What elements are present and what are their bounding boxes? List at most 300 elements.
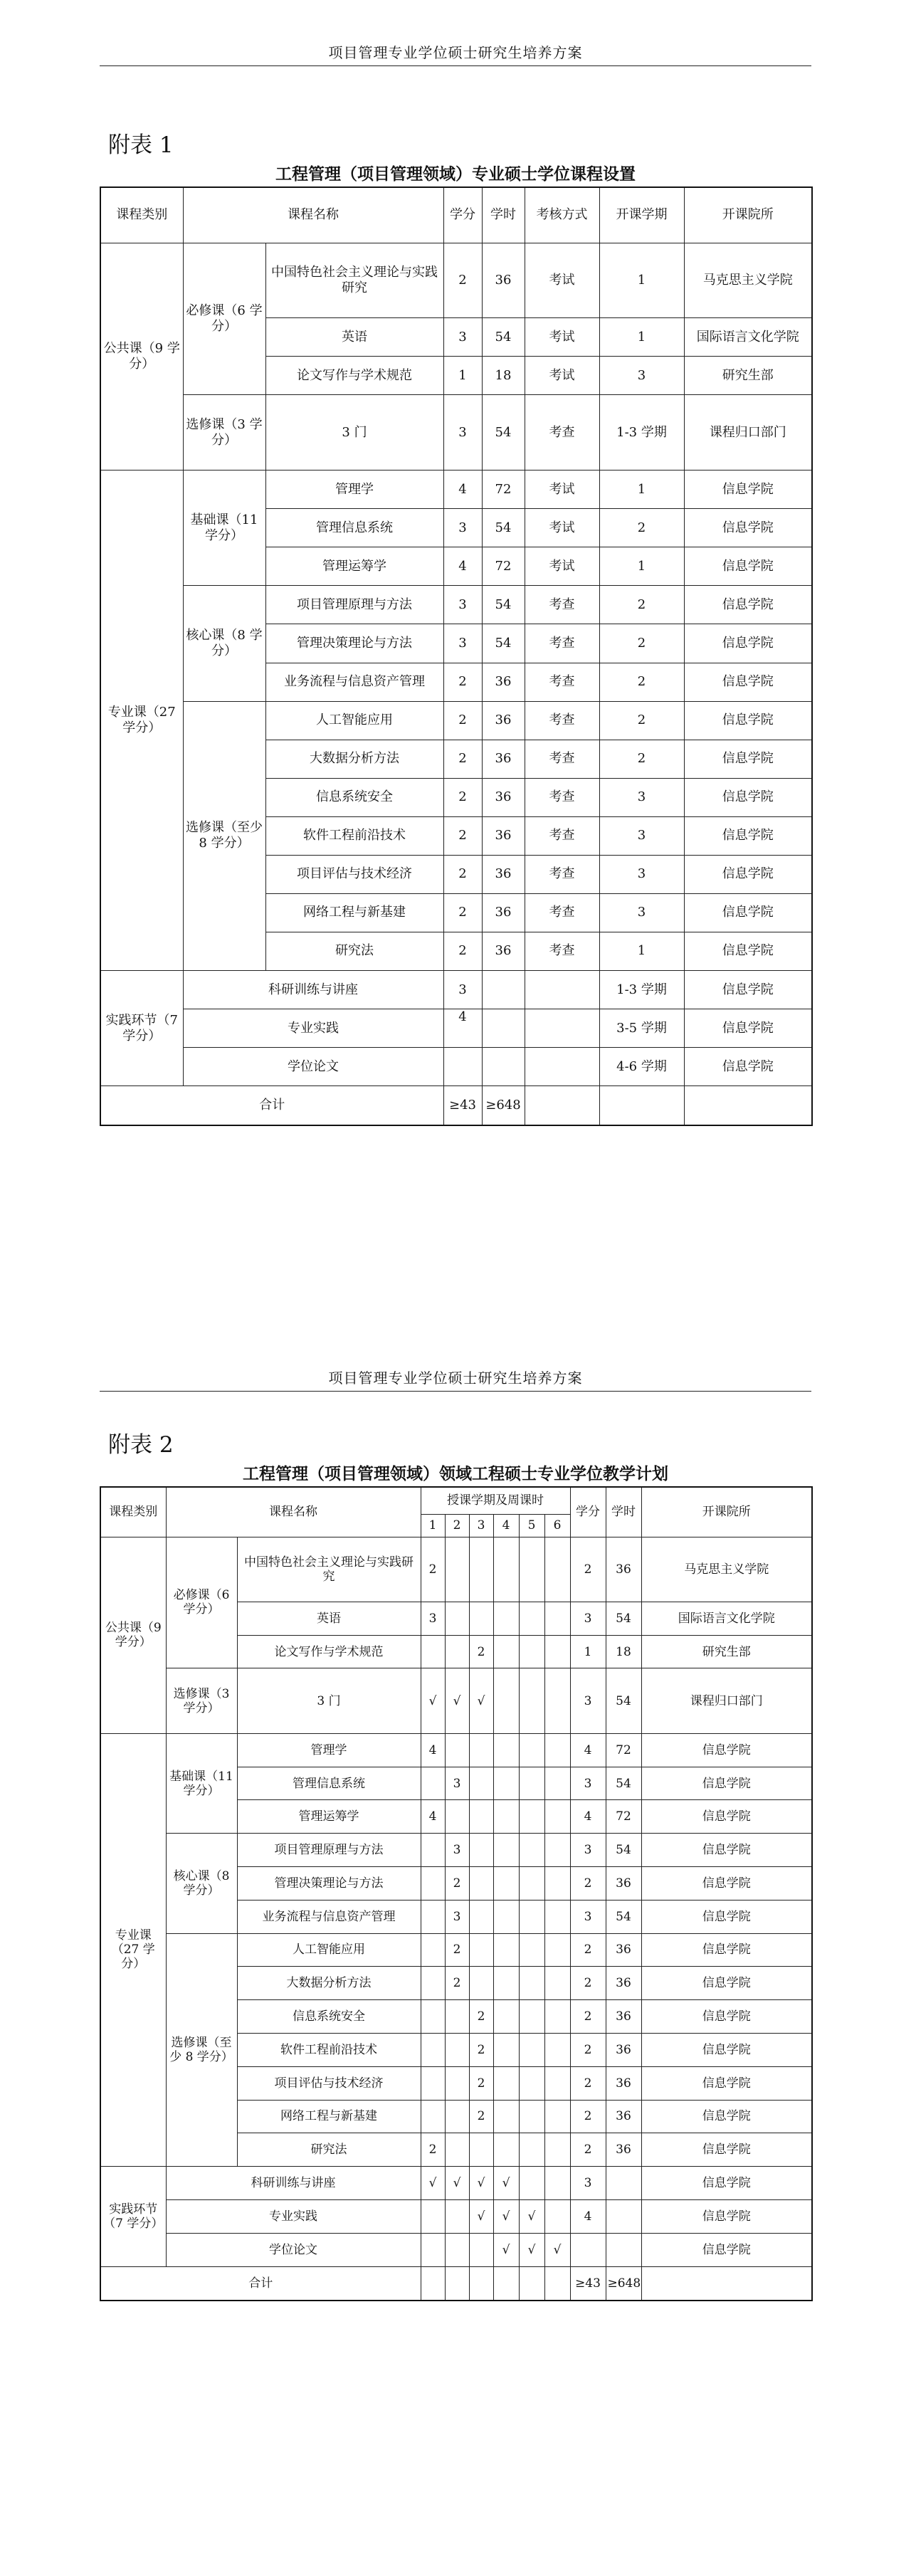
course-dept: 国际语言文化学院 — [641, 1602, 812, 1635]
course-dept: 课程归口部门 — [641, 1668, 812, 1733]
term-cell — [544, 2033, 570, 2066]
course-term: 2 — [599, 624, 684, 663]
course-credits: 2 — [570, 1867, 606, 1901]
total-credits: ≥43 — [443, 1086, 482, 1125]
term-cell — [519, 1602, 544, 1635]
term-cell — [519, 1900, 544, 1933]
term-cell: √ — [421, 1668, 445, 1733]
group-practice: 实践环节（7 学分） — [100, 2167, 166, 2266]
total-row — [100, 1086, 812, 1125]
course-exam: 考查 — [525, 701, 599, 740]
course-hours: 54 — [606, 1668, 641, 1733]
table2-label: 附表 2 — [108, 1432, 174, 1458]
course-dept: 信息学院 — [641, 2066, 812, 2100]
term-cell — [519, 1867, 544, 1901]
table-row — [100, 1733, 812, 1767]
course-dept: 信息学院 — [684, 893, 812, 932]
term-cell — [493, 1733, 519, 1767]
course-hours: 72 — [482, 547, 525, 586]
course-hours: 36 — [606, 1867, 641, 1901]
course-credits: 3 — [570, 1767, 606, 1800]
course-term: 2 — [599, 509, 684, 547]
course-dept: 信息学院 — [641, 1900, 812, 1933]
course-dept: 信息学院 — [641, 1733, 812, 1767]
term-cell — [544, 2199, 570, 2233]
term-cell: 2 — [469, 2100, 493, 2133]
course-dept: 信息学院 — [641, 2167, 812, 2200]
term-cell — [544, 1900, 570, 1933]
course-hours: 36 — [606, 1537, 641, 1602]
term-cell — [519, 2100, 544, 2133]
term-cell — [445, 1537, 469, 1602]
course-exam: 考试 — [525, 470, 599, 509]
course-exam: 考试 — [525, 243, 599, 318]
group-major: 专业课（27 学分） — [100, 470, 183, 971]
course-hours — [606, 2199, 641, 2233]
group-elective: 选修课（3 学分） — [166, 1668, 237, 1733]
course-name: 中国特色社会主义理论与实践研究 — [237, 1537, 421, 1602]
course-hours: 54 — [482, 624, 525, 663]
group-required: 必修课（6 学分） — [166, 1537, 237, 1668]
course-dept: 信息学院 — [641, 2000, 812, 2034]
empty-cell — [445, 2266, 469, 2301]
group-major-elective: 选修课（至少 8 学分） — [183, 701, 265, 970]
term-cell: √ — [469, 2199, 493, 2233]
course-name: 中国特色社会主义理论与实践研究 — [265, 243, 443, 318]
course-term: 1 — [599, 318, 684, 357]
course-dept: 信息学院 — [684, 855, 812, 893]
course-name: 3 门 — [237, 1668, 421, 1733]
course-credits: 4 — [443, 1009, 482, 1048]
header-term-2: 2 — [445, 1514, 469, 1537]
course-hours — [482, 1048, 525, 1086]
term-cell — [519, 2066, 544, 2100]
group-major-elective: 选修课（至少 8 学分） — [166, 1933, 237, 2167]
course-exam: 考查 — [525, 740, 599, 778]
term-cell: √ — [469, 2167, 493, 2200]
term-cell — [445, 2000, 469, 2034]
table-row — [100, 1834, 812, 1867]
course-term: 3 — [599, 778, 684, 816]
course-term: 1 — [599, 547, 684, 586]
header-rule — [100, 1391, 811, 1392]
group-basic: 基础课（11 学分） — [166, 1733, 237, 1833]
empty-cell — [525, 1086, 599, 1125]
course-dept: 信息学院 — [641, 2100, 812, 2133]
term-cell — [519, 2167, 544, 2200]
header-term-4: 4 — [493, 1514, 519, 1537]
course-term: 3 — [599, 893, 684, 932]
term-cell — [493, 2033, 519, 2066]
course-credits: 3 — [443, 509, 482, 547]
table-row — [100, 395, 812, 470]
term-cell: 3 — [445, 1834, 469, 1867]
course-hours: 18 — [482, 357, 525, 395]
course-credits: 2 — [570, 2000, 606, 2034]
term-cell — [519, 1834, 544, 1867]
term-cell — [544, 1668, 570, 1733]
course-name: 人工智能应用 — [265, 701, 443, 740]
course-name: 信息系统安全 — [237, 2000, 421, 2034]
table-row — [100, 470, 812, 509]
course-name: 论文写作与学术规范 — [237, 1635, 421, 1668]
course-dept: 信息学院 — [641, 2233, 812, 2266]
course-exam — [525, 971, 599, 1009]
course-hours: 54 — [482, 509, 525, 547]
course-term: 1 — [599, 243, 684, 318]
course-exam: 考查 — [525, 932, 599, 970]
course-dept: 信息学院 — [684, 509, 812, 547]
course-name: 大数据分析方法 — [265, 740, 443, 778]
term-cell: √ — [445, 2167, 469, 2200]
course-name: 论文写作与学术规范 — [265, 357, 443, 395]
empty-cell — [421, 2266, 445, 2301]
course-credits: 3 — [443, 971, 482, 1009]
course-credits: 2 — [443, 893, 482, 932]
table1-title: 工程管理（项目管理领域）专业硕士学位课程设置 — [275, 165, 636, 184]
course-hours: 36 — [482, 740, 525, 778]
table-row — [100, 971, 812, 1009]
term-cell — [544, 1767, 570, 1800]
course-credits: 3 — [570, 2167, 606, 2200]
term-cell — [519, 2000, 544, 2034]
term-cell — [493, 1967, 519, 2000]
course-dept: 信息学院 — [684, 586, 812, 624]
term-cell — [469, 1900, 493, 1933]
course-name: 项目管理原理与方法 — [237, 1834, 421, 1867]
course-name: 管理信息系统 — [237, 1767, 421, 1800]
term-cell — [469, 1767, 493, 1800]
course-term: 3 — [599, 855, 684, 893]
term-cell — [544, 1733, 570, 1767]
term-cell — [469, 1867, 493, 1901]
empty-cell — [544, 2266, 570, 2301]
course-credits: 4 — [443, 547, 482, 586]
course-dept: 信息学院 — [641, 1767, 812, 1800]
course-credits: 3 — [443, 318, 482, 357]
course-credits: 2 — [443, 816, 482, 855]
course-name: 管理信息系统 — [265, 509, 443, 547]
header-credits: 学分 — [570, 1487, 606, 1537]
term-cell — [544, 1933, 570, 1967]
term-cell: 2 — [421, 2133, 445, 2167]
course-exam — [525, 1009, 599, 1048]
term-cell — [493, 1635, 519, 1668]
term-cell — [493, 1800, 519, 1834]
empty-cell — [519, 2266, 544, 2301]
term-cell — [493, 1668, 519, 1733]
course-dept: 信息学院 — [684, 971, 812, 1009]
empty-cell — [493, 2266, 519, 2301]
course-term: 3 — [599, 816, 684, 855]
course-credits: 3 — [570, 1668, 606, 1733]
course-credits: 2 — [443, 932, 482, 970]
course-hours: 36 — [482, 701, 525, 740]
table-row — [100, 2167, 812, 2200]
course-dept: 信息学院 — [684, 663, 812, 701]
term-cell — [493, 2100, 519, 2133]
term-cell — [519, 1537, 544, 1602]
table-row — [100, 243, 812, 318]
header-category: 课程类别 — [100, 1487, 166, 1537]
course-hours: 54 — [606, 1767, 641, 1800]
course-exam: 考查 — [525, 778, 599, 816]
course-hours — [606, 2167, 641, 2200]
term-cell — [421, 2066, 445, 2100]
course-exam: 考试 — [525, 357, 599, 395]
term-cell — [493, 1602, 519, 1635]
empty-cell — [641, 2266, 812, 2301]
total-hours: ≥648 — [482, 1086, 525, 1125]
term-cell: 2 — [421, 1537, 445, 1602]
term-cell — [469, 1834, 493, 1867]
term-cell — [421, 1867, 445, 1901]
course-dept: 信息学院 — [684, 701, 812, 740]
course-hours: 36 — [482, 816, 525, 855]
course-term: 1-3 学期 — [599, 971, 684, 1009]
course-name: 软件工程前沿技术 — [265, 816, 443, 855]
course-hours: 54 — [482, 318, 525, 357]
group-elective: 选修课（3 学分） — [183, 395, 265, 470]
term-cell — [493, 1537, 519, 1602]
term-cell — [421, 1834, 445, 1867]
term-cell — [445, 2100, 469, 2133]
table-row — [100, 2233, 812, 2266]
course-term: 1 — [599, 932, 684, 970]
course-exam: 考查 — [525, 855, 599, 893]
course-exam: 考查 — [525, 624, 599, 663]
course-credits: 3 — [443, 586, 482, 624]
course-name: 管理决策理论与方法 — [265, 624, 443, 663]
course-hours: 36 — [482, 932, 525, 970]
course-credits: 3 — [570, 1900, 606, 1933]
course-name: 专业实践 — [166, 2199, 421, 2233]
table1-label: 附表 1 — [108, 132, 174, 158]
course-dept: 信息学院 — [684, 816, 812, 855]
course-name: 管理运筹学 — [265, 547, 443, 586]
course-hours: 54 — [606, 1900, 641, 1933]
group-practice: 实践环节（7 学分） — [100, 971, 183, 1086]
course-credits: 3 — [443, 624, 482, 663]
total-credits: ≥43 — [570, 2266, 606, 2301]
course-credits: 1 — [570, 1635, 606, 1668]
course-hours: 54 — [482, 586, 525, 624]
course-hours: 54 — [606, 1602, 641, 1635]
course-name: 专业实践 — [183, 1009, 443, 1048]
term-cell — [445, 1635, 469, 1668]
course-dept: 国际语言文化学院 — [684, 318, 812, 357]
course-exam: 考试 — [525, 509, 599, 547]
term-cell — [544, 2066, 570, 2100]
course-credits: 2 — [570, 1967, 606, 2000]
term-cell — [469, 2133, 493, 2167]
term-cell — [493, 1867, 519, 1901]
course-name: 英语 — [265, 318, 443, 357]
course-credits: 3 — [570, 1834, 606, 1867]
course-credits: 1 — [443, 357, 482, 395]
course-credits: 3 — [443, 395, 482, 470]
term-cell — [544, 1537, 570, 1602]
term-cell — [421, 2199, 445, 2233]
term-cell: 3 — [445, 1767, 469, 1800]
course-hours: 36 — [482, 663, 525, 701]
course-credits: 2 — [570, 2033, 606, 2066]
term-cell — [445, 2199, 469, 2233]
table-row — [100, 2199, 812, 2233]
course-name: 3 门 — [265, 395, 443, 470]
course-name: 网络工程与新基建 — [237, 2100, 421, 2133]
term-cell — [493, 1834, 519, 1867]
course-credits: 4 — [570, 2199, 606, 2233]
course-dept: 信息学院 — [641, 2033, 812, 2066]
table-header-row — [100, 187, 812, 243]
course-term: 2 — [599, 701, 684, 740]
table-header-row — [100, 1487, 812, 1514]
term-cell — [493, 1933, 519, 1967]
term-cell — [519, 2033, 544, 2066]
header-credits: 学分 — [443, 187, 482, 243]
header-hours: 学时 — [606, 1487, 641, 1537]
course-name: 学位论文 — [166, 2233, 421, 2266]
course-exam: 考试 — [525, 318, 599, 357]
empty-cell — [684, 1086, 812, 1125]
term-cell — [544, 2133, 570, 2167]
term-cell: 4 — [421, 1733, 445, 1767]
course-exam: 考查 — [525, 816, 599, 855]
course-credits: 3 — [570, 1602, 606, 1635]
course-dept: 信息学院 — [684, 624, 812, 663]
course-hours: 36 — [606, 1967, 641, 2000]
term-cell — [469, 1733, 493, 1767]
term-cell: √ — [493, 2199, 519, 2233]
total-label: 合计 — [100, 1086, 443, 1125]
group-public: 公共课（9 学分） — [100, 243, 183, 470]
total-hours: ≥648 — [606, 2266, 641, 2301]
course-credits — [443, 1048, 482, 1086]
term-cell: √ — [493, 2167, 519, 2200]
term-cell — [421, 2233, 445, 2266]
course-hours: 36 — [606, 2033, 641, 2066]
term-cell — [544, 1602, 570, 1635]
course-hours: 36 — [606, 2133, 641, 2167]
total-label: 合计 — [100, 2266, 421, 2301]
course-hours: 36 — [482, 893, 525, 932]
header-category: 课程类别 — [100, 187, 183, 243]
running-header: 项目管理专业学位硕士研究生培养方案 — [328, 44, 583, 61]
course-name: 业务流程与信息资产管理 — [237, 1900, 421, 1933]
course-credits: 2 — [570, 1933, 606, 1967]
term-cell — [445, 2033, 469, 2066]
course-name: 英语 — [237, 1602, 421, 1635]
course-dept: 马克思主义学院 — [641, 1537, 812, 1602]
term-cell: 3 — [445, 1900, 469, 1933]
course-dept: 信息学院 — [684, 547, 812, 586]
term-cell — [519, 1800, 544, 1834]
course-dept: 研究生部 — [684, 357, 812, 395]
term-cell — [421, 2033, 445, 2066]
empty-cell — [599, 1086, 684, 1125]
course-name: 科研训练与讲座 — [183, 971, 443, 1009]
term-cell — [469, 1933, 493, 1967]
term-cell — [445, 1602, 469, 1635]
term-cell: 2 — [469, 1635, 493, 1668]
table-row — [100, 701, 812, 740]
course-dept: 信息学院 — [684, 1048, 812, 1086]
term-cell — [421, 2000, 445, 2034]
header-course-name: 课程名称 — [166, 1487, 421, 1537]
table-row — [100, 1537, 812, 1602]
group-required: 必修课（6 学分） — [183, 243, 265, 395]
course-name: 管理学 — [265, 470, 443, 509]
course-exam: 考查 — [525, 395, 599, 470]
term-cell — [469, 1537, 493, 1602]
term-cell — [519, 2133, 544, 2167]
course-term: 4-6 学期 — [599, 1048, 684, 1086]
term-cell — [445, 2133, 469, 2167]
course-exam: 考查 — [525, 663, 599, 701]
term-cell — [445, 2233, 469, 2266]
course-hours: 54 — [606, 1834, 641, 1867]
term-cell — [493, 1900, 519, 1933]
term-cell — [519, 1967, 544, 2000]
course-credits: 2 — [443, 243, 482, 318]
running-header: 项目管理专业学位硕士研究生培养方案 — [328, 1370, 583, 1387]
term-cell — [544, 2167, 570, 2200]
course-term: 3-5 学期 — [599, 1009, 684, 1048]
term-cell — [544, 1867, 570, 1901]
course-name: 研究法 — [265, 932, 443, 970]
term-cell — [469, 1602, 493, 1635]
course-hours: 36 — [606, 2000, 641, 2034]
course-hours: 36 — [606, 2100, 641, 2133]
course-dept: 信息学院 — [641, 1867, 812, 1901]
course-exam: 考试 — [525, 547, 599, 586]
course-dept: 信息学院 — [684, 470, 812, 509]
term-cell — [544, 2100, 570, 2133]
course-credits: 2 — [443, 663, 482, 701]
header-term-6: 6 — [544, 1514, 570, 1537]
course-exam: 考查 — [525, 893, 599, 932]
term-cell — [421, 1767, 445, 1800]
course-settings-table — [100, 186, 813, 1126]
course-credits: 2 — [570, 2066, 606, 2100]
header-hours: 学时 — [482, 187, 525, 243]
term-cell — [421, 1933, 445, 1967]
term-cell: 2 — [469, 2033, 493, 2066]
term-cell: 2 — [445, 1933, 469, 1967]
term-cell: √ — [493, 2233, 519, 2266]
course-dept: 信息学院 — [641, 1933, 812, 1967]
course-dept: 信息学院 — [684, 778, 812, 816]
table-row — [100, 1933, 812, 1967]
course-credits: 4 — [570, 1733, 606, 1767]
table-row — [100, 1668, 812, 1733]
course-credits — [570, 2233, 606, 2266]
course-dept: 信息学院 — [641, 1800, 812, 1834]
course-name: 人工智能应用 — [237, 1933, 421, 1967]
term-cell — [445, 1733, 469, 1767]
header-term: 开课学期 — [599, 187, 684, 243]
course-hours — [482, 1009, 525, 1048]
course-term: 1-3 学期 — [599, 395, 684, 470]
course-exam — [525, 1048, 599, 1086]
course-name: 管理决策理论与方法 — [237, 1867, 421, 1901]
term-cell: √ — [544, 2233, 570, 2266]
course-credits: 2 — [443, 778, 482, 816]
term-cell — [519, 1767, 544, 1800]
course-term: 3 — [599, 357, 684, 395]
course-hours: 72 — [606, 1733, 641, 1767]
